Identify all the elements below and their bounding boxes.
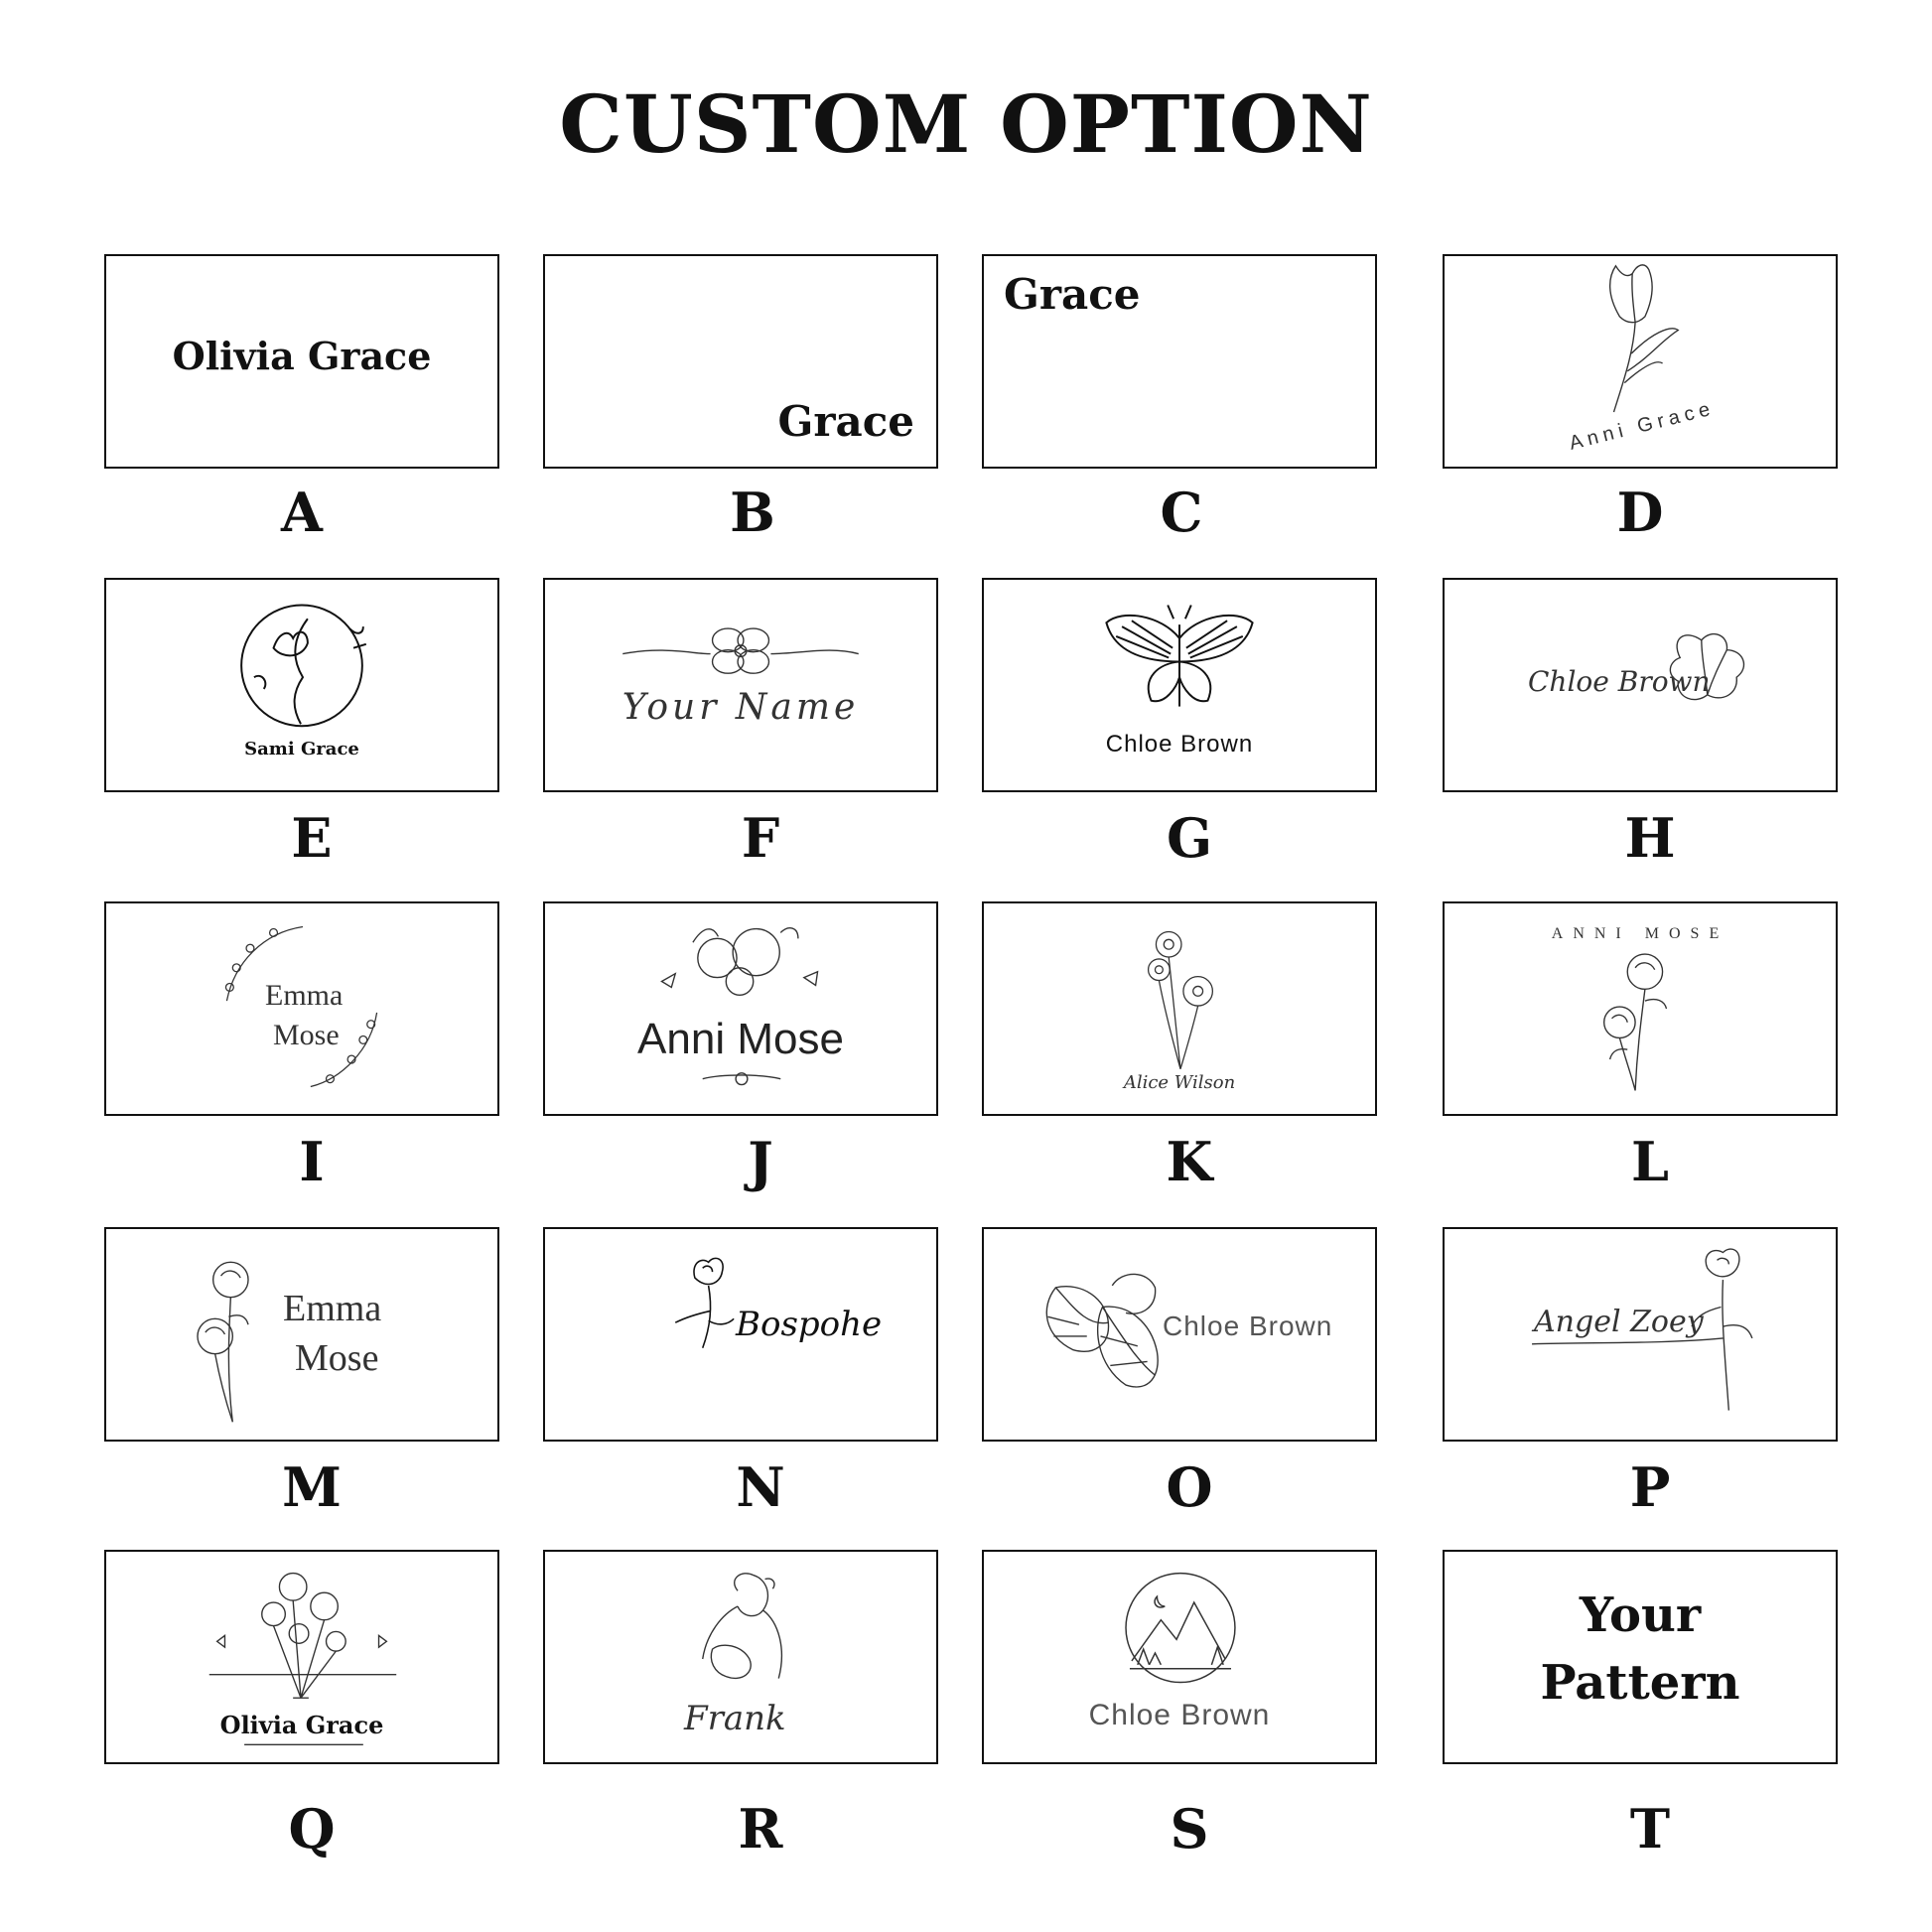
option-g-text: Chloe Brown [1105, 731, 1254, 758]
flower-bouquet-icon [545, 903, 936, 1114]
option-card-b[interactable] [543, 254, 938, 469]
option-m-line2: Mose [295, 1337, 379, 1379]
option-letter-t: T [1629, 1797, 1671, 1861]
option-d-text: Anni Grace [1567, 397, 1718, 455]
option-card-h[interactable] [1443, 578, 1838, 792]
option-q-text: Olivia Grace [219, 1711, 384, 1739]
option-letter-p: P [1629, 1455, 1671, 1519]
option-letter-k: K [1166, 1130, 1213, 1193]
option-k-text: Alice Wilson [1123, 1072, 1236, 1093]
option-letter-m: M [282, 1455, 342, 1519]
option-t-line2: Pattern [1540, 1655, 1740, 1711]
option-card-s[interactable] [982, 1550, 1377, 1764]
option-i-line1: Emma [265, 979, 344, 1012]
option-letter-e: E [291, 806, 333, 870]
option-card-d[interactable] [1443, 254, 1838, 469]
option-letter-a: A [281, 481, 323, 544]
option-card-n[interactable] [543, 1227, 938, 1442]
option-t-line1: Your [1579, 1587, 1702, 1643]
option-card-k[interactable] [982, 901, 1377, 1116]
option-letter-b: B [730, 481, 775, 544]
option-f-text: Your Name [621, 687, 860, 728]
option-letter-g: G [1166, 806, 1213, 870]
option-l-text: ANNI MOSE [1551, 925, 1729, 942]
option-r-text: Frank [684, 1699, 786, 1738]
option-j-text: Anni Mose [637, 1015, 844, 1063]
option-card-c[interactable] [982, 254, 1377, 469]
option-m-line1: Emma [283, 1288, 382, 1329]
option-card-j[interactable] [543, 901, 938, 1116]
butterfly-icon [984, 580, 1375, 790]
option-letter-c: C [1160, 481, 1203, 544]
option-letter-d: D [1616, 481, 1664, 544]
option-s-text: Chloe Brown [1088, 1699, 1271, 1731]
option-letter-l: L [1631, 1130, 1669, 1193]
option-card-a[interactable] [104, 254, 499, 469]
option-a-text: Olivia Grace [172, 334, 432, 378]
option-b-text: Grace [777, 397, 914, 446]
option-card-t[interactable] [1443, 1550, 1838, 1764]
option-c-text: Grace [1004, 270, 1141, 319]
flower-icon [545, 580, 936, 790]
peony-icon [106, 1229, 497, 1440]
option-letter-o: O [1166, 1455, 1213, 1519]
option-h-text: Chloe Brown [1528, 665, 1711, 698]
page-title: CUSTOM OPTION [559, 77, 1373, 171]
option-n-text: Bospohe [736, 1305, 883, 1344]
option-letter-r: R [738, 1797, 783, 1861]
option-card-q[interactable] [104, 1550, 499, 1764]
option-card-r[interactable] [543, 1550, 938, 1764]
option-p-text: Angel Zoey [1534, 1305, 1704, 1339]
option-card-o[interactable] [982, 1227, 1377, 1442]
option-letter-h: H [1624, 806, 1676, 870]
option-letter-i: I [299, 1130, 325, 1193]
option-e-text: Sami Grace [244, 739, 359, 759]
option-i-line2: Mose [273, 1019, 340, 1051]
option-letter-f: F [741, 806, 780, 870]
option-letter-s: S [1170, 1797, 1209, 1861]
option-card-f[interactable] [543, 578, 938, 792]
option-o-text: Chloe Brown [1163, 1311, 1333, 1341]
option-letter-j: J [748, 1130, 773, 1193]
option-card-g[interactable] [982, 578, 1377, 792]
option-card-l[interactable] [1443, 901, 1838, 1116]
option-letter-n: N [736, 1455, 785, 1519]
option-card-e[interactable] [104, 578, 499, 792]
option-card-p[interactable] [1443, 1227, 1838, 1442]
option-letter-q: Q [288, 1797, 336, 1861]
option-card-i[interactable] [104, 901, 499, 1116]
option-card-m[interactable] [104, 1227, 499, 1442]
